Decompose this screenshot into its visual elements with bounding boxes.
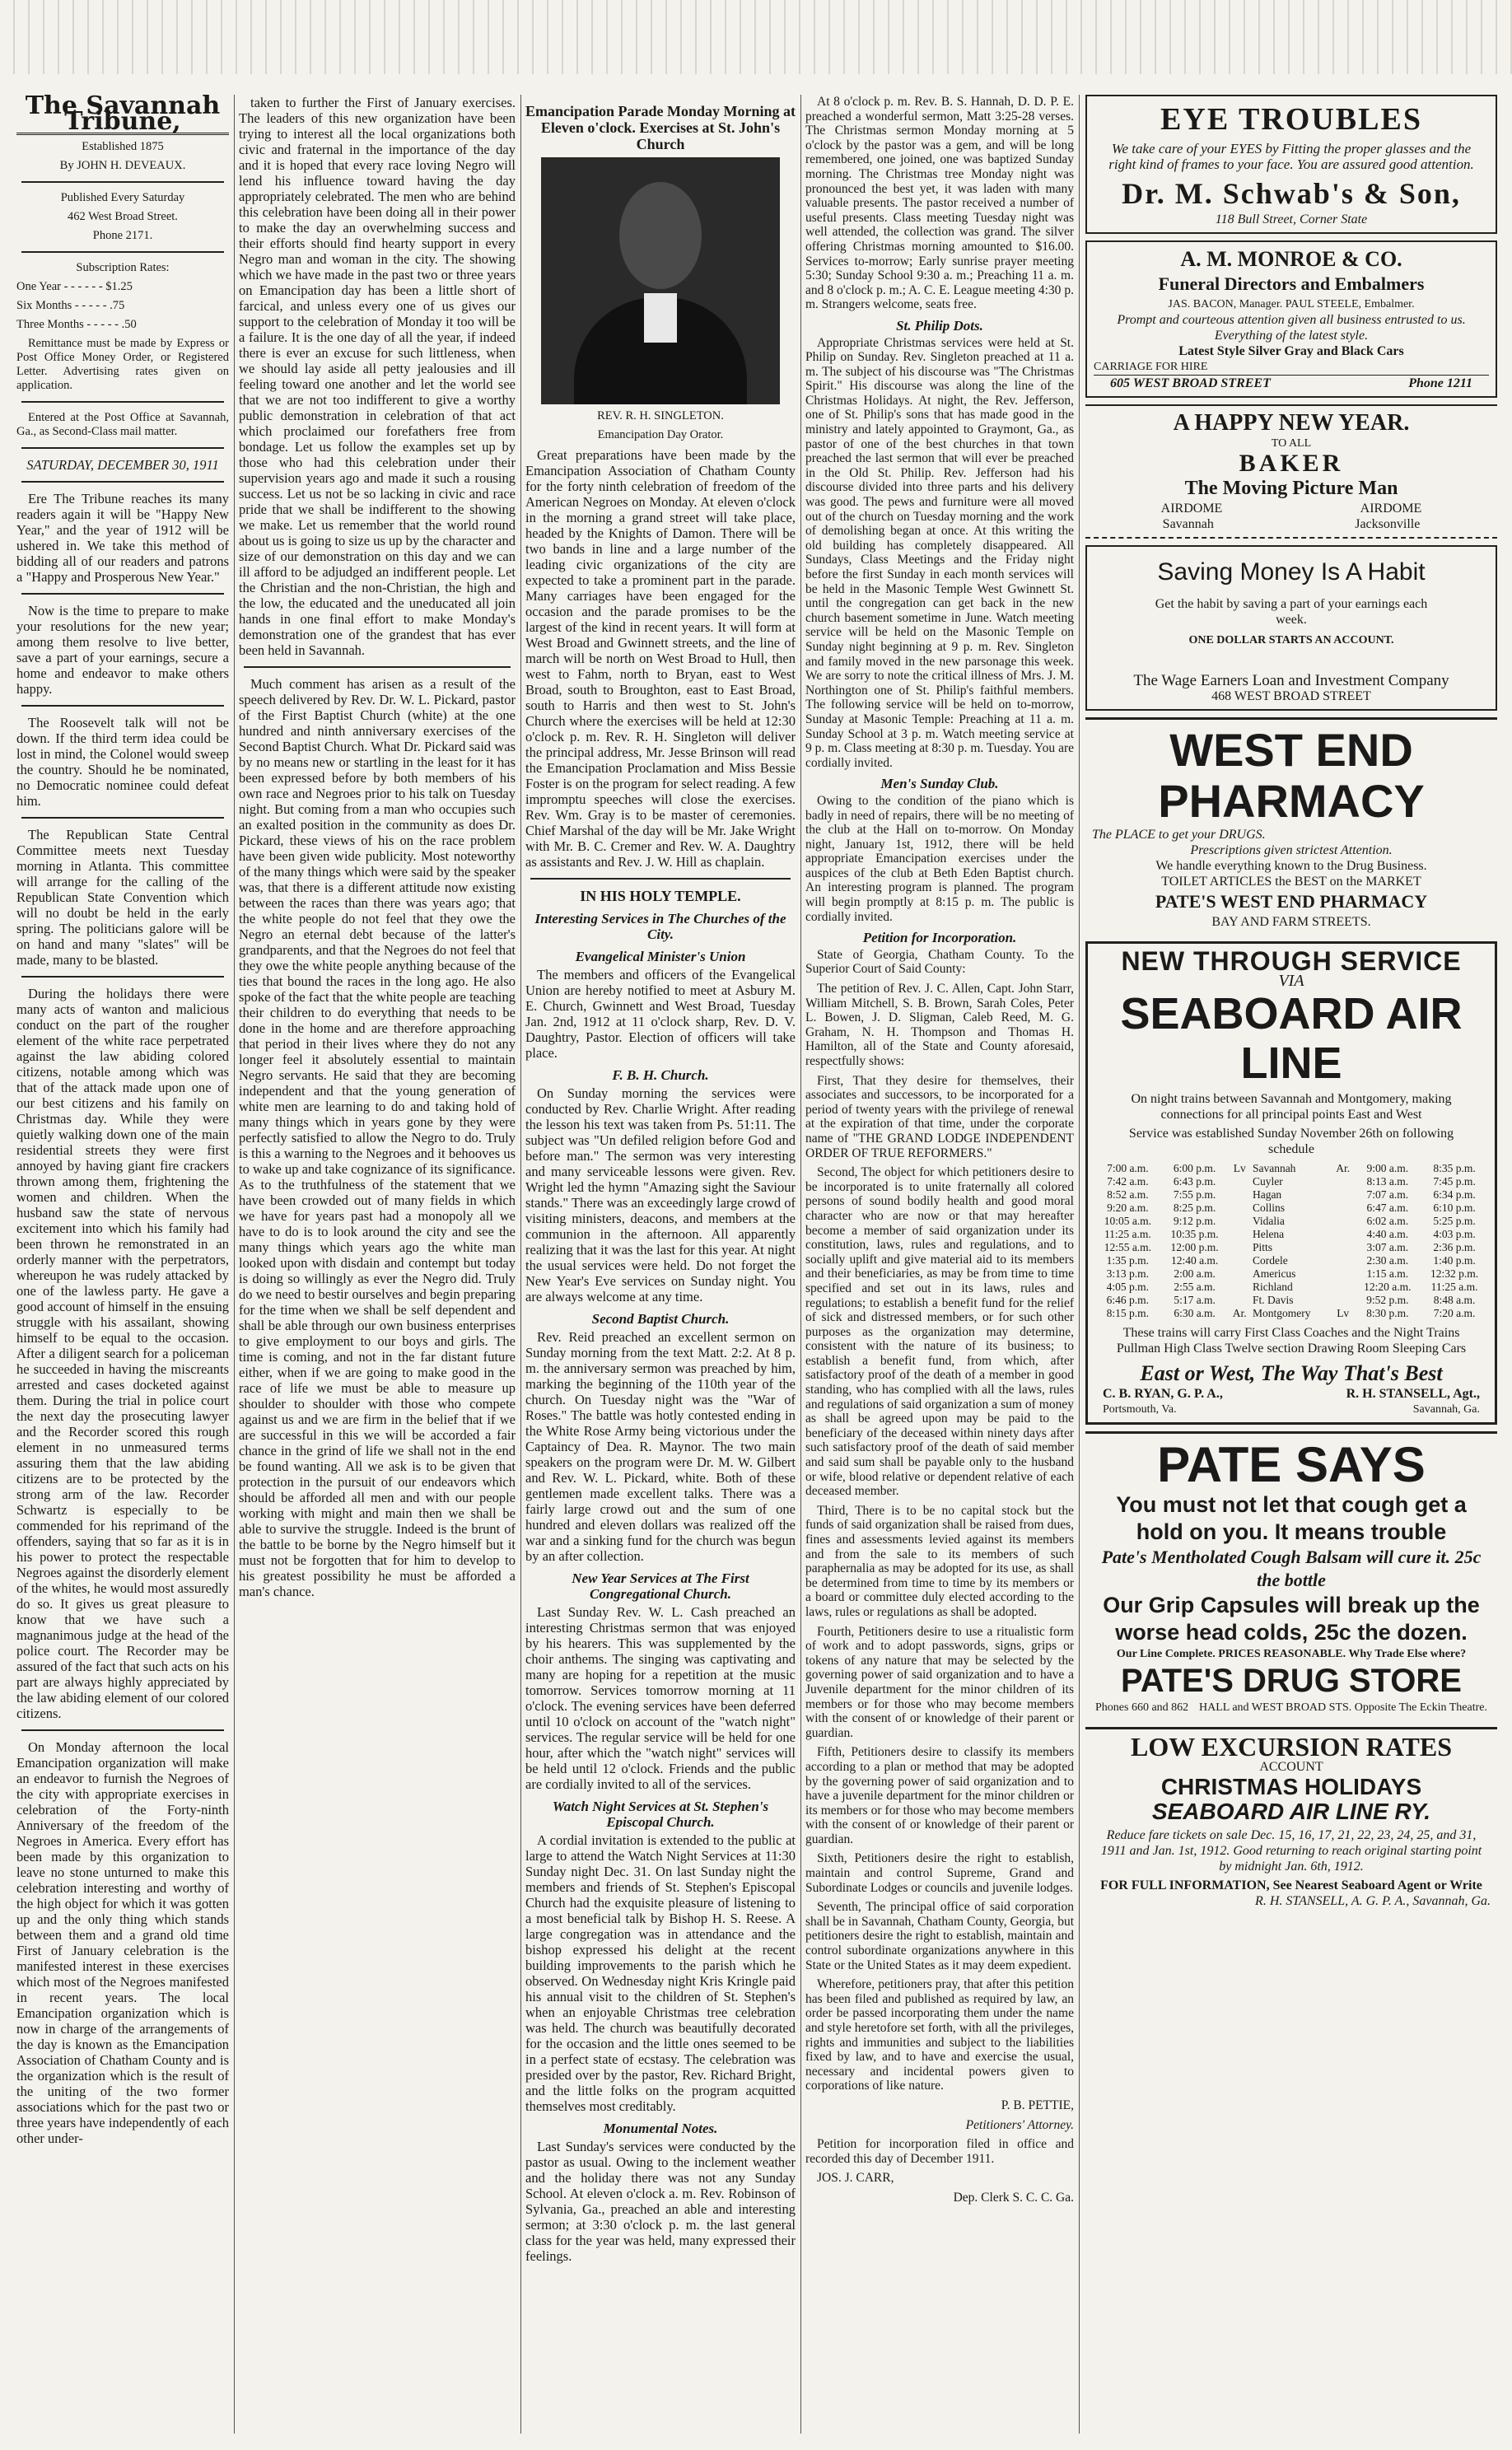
ad-address: BAY AND FARM STREETS. bbox=[1211, 915, 1371, 929]
entered-notice: Entered at the Post Office at Savannah, Ga., as Second-Class mail matter. bbox=[16, 411, 229, 438]
ad-line: You must not let that cough get a hold on you. It means trouble bbox=[1116, 1492, 1467, 1544]
schedule-cell: 1:15 a.m. bbox=[1366, 1267, 1409, 1280]
ad-line: Service was established Sunday November 26th on following schedule bbox=[1128, 1127, 1454, 1156]
ad-line: Our Line Complete. PRICES REASONABLE. Why Trade Else where? bbox=[1116, 1648, 1467, 1660]
ad-line: ACCOUNT bbox=[1259, 1760, 1323, 1774]
schedule-cell: 10:05 a.m. bbox=[1104, 1215, 1152, 1227]
schedule-cell: 6:30 a.m. bbox=[1174, 1307, 1216, 1319]
club-heading: Men's Sunday Club. bbox=[880, 776, 999, 792]
ad-line: JAS. BACON, Manager. PAUL STEELE, Embalmer. bbox=[1168, 298, 1415, 310]
ad-line: AIRDOME bbox=[1160, 502, 1223, 516]
article-paragraph: The members and officers of the Evangelical Union are hereby notified to meet at Asbury M. E. Church, Gwinnett and West Broad, Tuesday Jan. 2nd, 1912 at 11 o'clock sharp, Rev. D. V. Daughtry, Pastor. Election of officers will take place. bbox=[525, 967, 796, 1061]
schedule-cell: 8:35 p.m. bbox=[1433, 1162, 1476, 1174]
editorial-paragraph: The Roosevelt talk will not be down. If the third term idea could be lost in mind, the Colonel would sweep the country. Should he be nominated, no Democratic nominee could defeat him. bbox=[16, 715, 229, 809]
ad-address: Savannah, Ga. bbox=[1412, 1403, 1480, 1416]
ad-line: Pate's Mentholated Cough Balsam will cure it. 25c the bottle bbox=[1101, 1547, 1482, 1590]
ad-line: TOILET ARTICLES the BEST on the MARKET bbox=[1161, 875, 1421, 889]
ad-line: The PLACE to get your DRUGS. bbox=[1092, 828, 1266, 842]
ad-title: A HAPPY NEW YEAR. bbox=[1173, 410, 1410, 436]
schedule-cell: 4:05 p.m. bbox=[1106, 1281, 1150, 1293]
schedule-row bbox=[1094, 1267, 1488, 1281]
ad-railroad-name: SEABOARD AIR LINE bbox=[1120, 989, 1463, 1088]
ad-line: The Moving Picture Man bbox=[1184, 478, 1398, 499]
ad-agent: C. B. RYAN, G. P. A., bbox=[1103, 1387, 1223, 1401]
schedule-cell: Ar. bbox=[1232, 1307, 1247, 1319]
ad-line: VIA bbox=[1278, 972, 1304, 990]
column-1 bbox=[16, 95, 229, 2434]
legal-paragraph: Wherefore, petitioners pray, that after this petition has been filed and published as required by law, an order be passed incorporating them under the name and style heretofore set forth, with all the privileges, rights and immunities and subject to the liabilities fixed by law, and to have and exercise the usual, necessary and incidental powers given to corporations of like nature. bbox=[805, 1977, 1074, 2093]
schedule-row bbox=[1094, 1202, 1488, 1215]
schedule-cell bbox=[1229, 1202, 1251, 1215]
editorial-paragraph: taken to further the First of January exercises. The leaders of this new organization have been trying to interest all the local organizations both civic and fraternal in the importance of the day and it is hoped that every race loving Negro will lend his influence toward having the day appropriately celebrated. The men who are behind this celebration have been doing all in their power to make the day an overwhelming success and their efforts should find hearty support in every Negro man and woman in the city. The showing which we have made in the past two or three years on Emancipation day has been a little short of farcical, and unless every one of us gives our support to the celebration of Monday it too will be a failure. It is the one day of all the year, if indeed there is ever an excuse for such littleness, when we should lay aside all petty jealousies and ill feeling toward one another and let the world see that we are not too indifferent to give a worthy public demonstration in celebration of that act which proclaimed our forefathers free from bondage. Let us follow the examples set up by those who had this celebration under their supervision years ago and made it such a rousing success. Let us not be so lacking in civic and race pride that we shall be indifferent to the showing we make. Let us remember that the world round about us is going to size us up by the character and size of our demonstration on this day and we can ill afford to be adjudged an indifferent people. Let the Christian and the non-Christian, the high and the low, the educated and the uneducated all join hands in one final effort to make Monday's demonstration one of the grandest that has ever been held in Savannah. bbox=[239, 95, 516, 658]
ad-address: Portsmouth, Va. bbox=[1103, 1403, 1177, 1416]
schedule-cell: 3:13 p.m. bbox=[1106, 1267, 1150, 1280]
article-paragraph: Great preparations have been made by the Emancipation Association of Chatham County for the forty ninth celebration of freedom of the American Negroes on Monday. At eleven o'clock in the morning a grand street will take place, headed by the Knights of Damon. There will be two bands in line and a large number of the leading civic organizations of the city are expected to take a prominent part in the parade. Many carriages have been engaged for the occasion and the parade promises to be the largest of the kind in recent years. It will form at West Broad and Gwinnett streets, and the line of march will be north on West Broad to Hull, then west to Fahm, north to Bryan, east to West Broad, south to Broughton, east to East Broad, south to Harris and then west to St. John's Church where the exercises will be held at 12:30 o'clock p. m. Rev. R. H. Singleton will deliver the principal address, Mr. Jesse Brinson will read the Emancipation Proclamation and Miss Bessie Foster is on the program for select reading. A few impromptu speeches will close the exercises. Rev. Wm. Gray is to be master of ceremonies. Chief Marshal of the day will be Mr. Jake Wright with Mr. B. C. Cremer and Rev. W. A. Daughtry as assistants and Rev. J. W. Hill as chaplain. bbox=[525, 447, 796, 870]
church-heading: F. B. H. Church. bbox=[612, 1067, 709, 1083]
schedule-cell: 10:35 p.m. bbox=[1170, 1228, 1219, 1240]
ad-seaboard-new-service bbox=[1085, 941, 1497, 1425]
legal-paragraph: Sixth, Petitioners desire the right to establish, maintain and control Supreme, Grand and Subordinate Lodges or councils and juvenile lodges. bbox=[805, 1851, 1074, 1895]
schedule-cell bbox=[1229, 1215, 1251, 1228]
portrait-photo bbox=[541, 157, 780, 404]
schedule-cell: 9:52 p.m. bbox=[1366, 1294, 1409, 1306]
ad-line: CHRISTMAS HOLIDAYS bbox=[1160, 1774, 1422, 1799]
editorial-paragraph: The Republican State Central Committee meets next Tuesday morning in Atlanta. This committee will arrange for the calling of the Republican State Convention which will no doubt be held in the early spring. The politicians galore will be on hand and many "slates" will be made, many to be blasted. bbox=[16, 827, 229, 968]
photo-caption: REV. R. H. SINGLETON. bbox=[597, 409, 724, 422]
ad-agent: R. H. STANSELL, A. G. P. A., Savannah, Ga. bbox=[1255, 1894, 1491, 1908]
ad-line: Our Grip Capsules will break up the worse head colds, 25c the dozen. bbox=[1103, 1593, 1480, 1645]
legal-paragraph: Fifth, Petitioners desire to classify its members according to a plan or method that may be adopted by the governing power of said organization and to have a juvenile department for the minor children or its members or for those who may become members with the consent of or knowledge of their parent or guardian. bbox=[805, 1745, 1074, 1846]
schedule-row bbox=[1094, 1281, 1488, 1294]
ad-railroad-name: SEABOARD AIR LINE RY. bbox=[1151, 1799, 1431, 1824]
schedule-cell: Savannah bbox=[1252, 1162, 1296, 1174]
signature: JOS. J. CARR, bbox=[817, 2171, 894, 2186]
legal-heading: Petition for Incorporation. bbox=[862, 930, 1017, 946]
ad-subtitle: Funeral Directors and Embalmers bbox=[1158, 273, 1425, 294]
dateline: SATURDAY, DECEMBER 30, 1911 bbox=[26, 457, 219, 473]
ad-address: HALL and WEST BROAD STS. Opposite The Eckin Theatre. bbox=[1199, 1701, 1487, 1714]
schedule-cell: Americus bbox=[1252, 1267, 1296, 1280]
schedule-cell bbox=[1229, 1175, 1251, 1188]
legal-paragraph: Fourth, Petitioners desire to use a ritualistic form of work and to adopt passwords, signs, grips or tokens of any nature that may be selected by the governing power of said organization and to have a Juvenile department for the minor children of its members or for those who may become members with the consent of or knowledge of their parent or guardian. bbox=[805, 1624, 1074, 1740]
ad-pate-says bbox=[1085, 1431, 1497, 1720]
article-paragraph: At 8 o'clock p. m. Rev. B. S. Hannah, D. D. P. E. preached a wonderful sermon, Matt 3:25-28 verses. The Christmas sermon Monday morning at 5 o'clock by the pastor was a gem, and will be long remembered, one joined, one was baptized Sunday morning. The Christmas tree Monday night was pronounced the best yet, it was laden with many valuable presents. The pastor received a number of useful presents. Class meeting Tuesday night was well attended, the collection was grand. The silver offering Christmas morning amounted to $16.00. Services to-morrow; Early sunrise prayer meeting 5:30; Sunday School 9:30 a. m.; Preaching 11 a. m. and 8 o'clock p. m.; A. C. E. League meeting 4:30 p. m. Strangers welcome, seats free. bbox=[805, 95, 1074, 312]
ad-line: Savannah bbox=[1162, 517, 1214, 531]
schedule-cell: Collins bbox=[1252, 1202, 1285, 1214]
ad-line: FOR FULL INFORMATION, See Nearest Seaboard Agent or Write bbox=[1100, 1878, 1482, 1892]
schedule-cell bbox=[1332, 1267, 1354, 1281]
schedule-cell bbox=[1229, 1241, 1251, 1254]
ad-baker-moving-picture bbox=[1085, 404, 1497, 539]
schedule-cell: 9:12 p.m. bbox=[1173, 1215, 1216, 1227]
subscription-rate: Three Months - - - - - .50 bbox=[16, 318, 137, 331]
established: Established 1875 bbox=[82, 140, 164, 153]
schedule-cell: 8:30 p.m. bbox=[1366, 1307, 1409, 1319]
schedule-row bbox=[1094, 1307, 1488, 1320]
section-headline: IN HIS HOLY TEMPLE. bbox=[580, 888, 741, 904]
schedule-row bbox=[1094, 1241, 1488, 1254]
schedule-cell: Lv bbox=[1337, 1307, 1350, 1319]
photo-caption: Emancipation Day Orator. bbox=[597, 428, 724, 441]
ad-monroe-funeral bbox=[1085, 240, 1497, 398]
schedule-cell: 7:45 p.m. bbox=[1433, 1175, 1476, 1188]
legal-paragraph: Seventh, The principal office of said corporation shall be in Savannah, Chatham County, Georgia, but petitioners desire the right to establish, maintain and control subordinate organizations anywhere in this State or the United States as it may deem expedient. bbox=[805, 1900, 1074, 1972]
ad-title: PATE SAYS bbox=[1157, 1437, 1426, 1492]
schedule-cell: 7:55 p.m. bbox=[1173, 1188, 1216, 1201]
subscription-title: Subscription Rates: bbox=[76, 261, 170, 274]
signature-title: Petitioners' Attorney. bbox=[965, 2117, 1074, 2132]
schedule-cell: 5:25 p.m. bbox=[1433, 1215, 1476, 1227]
schedule-cell: 6:43 p.m. bbox=[1173, 1175, 1216, 1188]
ad-saving-money bbox=[1085, 545, 1497, 711]
schedule-row bbox=[1094, 1162, 1488, 1175]
schedule-cell: 7:07 a.m. bbox=[1366, 1188, 1409, 1201]
article-paragraph: Last Sunday's services were conducted by the pastor as usual. Owing to the inclement weather and the holiday there was not any Sunday School. At eleven o'clock a. m. Rev. Robinson of Sylvania, Ga., preached an able and interesting sermon; at 3:30 o'clock p. m. the last general class for the year was held, many expressed their feelings. bbox=[525, 2139, 796, 2264]
schedule-cell: Hagan bbox=[1252, 1188, 1282, 1201]
remittance: Remittance must be made by Express or Post Office Money Order, or Registered Letter. Advertising rates given on application. bbox=[16, 337, 229, 392]
schedule-cell: 11:25 a.m. bbox=[1104, 1228, 1151, 1240]
ad-phone: Phones 660 and 862 bbox=[1095, 1701, 1189, 1714]
legal-paragraph: Petition for incorporation filed in office and recorded this day of December 1911. bbox=[805, 2137, 1074, 2166]
ad-business-name: PATE'S WEST END PHARMACY bbox=[1155, 891, 1428, 912]
schedule-cell: 8:25 p.m. bbox=[1173, 1202, 1216, 1214]
article-paragraph: On Sunday morning the services were conducted by Rev. Charlie Wright. After reading the lesson his text was taken from Ps. 51:11. The subject was "Un defiled religion before God and before man." The sermon was very interesting and many serviceable lessons were given. Rev. Wright led the hymn "Amazing sight the Saviour stands." There was an exceedingly large crowd of visiting ministers, deacons, and members at the communion in the afternoon. All apparently realizing that it was the last for this year. At night the usual services were held. Do not forget the New Year's Eve services on Sunday night. You are always welcome at any time. bbox=[525, 1085, 796, 1304]
schedule-cell: Helena bbox=[1252, 1228, 1285, 1240]
ad-slogan: East or West, The Way That's Best bbox=[1140, 1361, 1443, 1385]
ad-title: WEST END PHARMACY bbox=[1158, 724, 1425, 827]
ad-title: NEW THROUGH SERVICE bbox=[1121, 946, 1462, 976]
schedule-row bbox=[1094, 1188, 1488, 1202]
schedule-cell: Ft. Davis bbox=[1252, 1294, 1294, 1306]
schedule-cell bbox=[1229, 1188, 1251, 1202]
schedule-cell: 3:07 a.m. bbox=[1366, 1241, 1409, 1253]
masthead: The Savannah Tribune, bbox=[16, 98, 229, 135]
church-heading: Watch Night Services at St. Stephen's Episcopal Church. bbox=[552, 1799, 769, 1830]
editorial-paragraph: On Monday afternoon the local Emancipation organization will make an endeavor to furnish the Negroes of the city with appropriate exercises in celebration of the Forty-ninth Anniversary of the freedom of the Negroes in America. Every effort has been made by this organization to leave no stone unturned to make this celebration interesting and worthy of the high object for which it was gotten up and the only thing which stands between them and a grand old time First of January celebration is the manifested interest in these exercises which most of the Negroes manifested in recent years. The local Emancipation organization which is now in charge of the arrangements of the day is known as the Emancipation Association of Chatham County and is the organization which is the result of the uniting of the two former associations which for the past two or three years have independently of each other under- bbox=[16, 1739, 229, 2146]
schedule-cell bbox=[1229, 1267, 1251, 1281]
schedule-cell: 4:40 a.m. bbox=[1366, 1228, 1409, 1240]
schedule-cell: 2:55 a.m. bbox=[1174, 1281, 1216, 1293]
schedule-cell: 8:52 a.m. bbox=[1107, 1188, 1149, 1201]
schedule-row bbox=[1094, 1175, 1488, 1188]
church-heading: Second Baptist Church. bbox=[591, 1311, 730, 1327]
schedule-cell: 7:42 a.m. bbox=[1107, 1175, 1149, 1188]
schedule-cell: 1:40 p.m. bbox=[1433, 1254, 1476, 1267]
schedule-cell bbox=[1332, 1228, 1354, 1241]
schedule-row bbox=[1094, 1254, 1488, 1267]
ad-line: ONE DOLLAR STARTS AN ACCOUNT. bbox=[1188, 634, 1394, 646]
schedule-row bbox=[1094, 1228, 1488, 1241]
phone: Phone 2171. bbox=[92, 229, 153, 242]
article-paragraph: Owing to the condition of the piano which is badly in need of repairs, there will be no meeting of the club at the Hall on to-morrow. On Monday night, January 1st, 1912, there will be held appropriate Emancipation exercises under the auspices of the club at Beth Eden Baptist church. An interesting program is planned. The program will begin promptly at 8:15 p. m. The public is cordially invited. bbox=[805, 793, 1074, 924]
subscription-rate: Six Months - - - - - .75 bbox=[16, 299, 125, 312]
schedule-cell bbox=[1332, 1175, 1354, 1188]
ad-address: 605 WEST BROAD STREET bbox=[1110, 376, 1271, 390]
subscription-rate: One Year - - - - - - $1.25 bbox=[16, 280, 133, 293]
schedule-cell: 4:03 p.m. bbox=[1433, 1228, 1476, 1240]
legal-paragraph: Third, There is to be no capital stock but the funds of said organization shall be raised from dues, fines and assessments levied against its members and from the sale to its members of such paraphernalia as may be adopted for its use, as shall be determined from time to time by its members or a board or committee duly elected according to the laws, rules or regulations as shall be adopted. bbox=[805, 1503, 1074, 1619]
schedule-cell bbox=[1229, 1294, 1251, 1307]
legal-paragraph: The petition of Rev. J. C. Allen, Capt. John Starr, William Mitchell, S. B. Brown, Sarah Coles, Peter L. Bowen, J. D. Sligman, Caleb Reed, M. G. Graham, N. H. Thompson and Thomas H. Hamilton, all of the State and County aforesaid, respectfully shows: bbox=[805, 982, 1074, 1068]
ad-business-name: The Wage Earners Loan and Investment Company bbox=[1133, 672, 1449, 689]
schedule-cell: 12:32 p.m. bbox=[1430, 1267, 1479, 1280]
legal-paragraph: Second, The object for which petitioners desire to be incorporated is to unite fraternally all colored persons of sound bodily health and good moral character who are now or that may hereafter become a member of said organization under its constitution, laws, rules and regulations, and to socially uplift and give material aid to its members and their beneficiaries, as may be from time to time specified and set out in its laws, rules and regulations; to establish a benefit fund for the relief of sick and distressed members, or for such other purposes as the organization may determine, consistent with the nature of its business; to establish a benefit fund, from which, after satisfactory proof of the death of a member in good standing, who has complied with all the laws, rules and regulations of said organization a sum of money as shall be agreed upon may be paid to the beneficiary of the deceased within ninety days after such satisfactory proof of the death of said member and said sum shall be payable only to the husband or wife, blood relative or dependent relative of each deceased member. bbox=[805, 1165, 1074, 1499]
schedule-cell: 2:36 p.m. bbox=[1433, 1241, 1476, 1253]
schedule-cell: 8:48 a.m. bbox=[1433, 1294, 1476, 1306]
schedule-cell: 6:10 p.m. bbox=[1433, 1202, 1476, 1214]
ad-body: Get the habit by saving a part of your earnings each week. bbox=[1155, 597, 1428, 627]
schedule-cell: 6:47 a.m. bbox=[1366, 1202, 1409, 1214]
schedule-cell bbox=[1229, 1254, 1251, 1267]
column-2 bbox=[239, 95, 516, 2434]
ad-line: Prescriptions given strictest Attention. bbox=[1190, 843, 1393, 857]
schedule-cell: 6:02 a.m. bbox=[1366, 1215, 1409, 1227]
ad-line: We handle everything known to the Drug Business. bbox=[1155, 859, 1427, 873]
article-paragraph: Last Sunday Rev. W. L. Cash preached an interesting Christmas sermon that was enjoyed by his hearers. This was supplemented by the choir anthems. The singing was captivating and many are hoping for a repetition at the music tomorrow. Services tomorrow morning at 11 o'clock. The evening services have been deferred until 10 o'clock on account of the "watch night" services. The regular service will be held for one hour, after which the "watch night" services will be held until 12 o'clock. Friends and the public are cordially invited to all of the services. bbox=[525, 1604, 796, 1792]
ad-title: Saving Money Is A Habit bbox=[1157, 558, 1426, 586]
schedule-row bbox=[1094, 1215, 1488, 1228]
ad-line: Jacksonville bbox=[1355, 517, 1421, 531]
column-3 bbox=[525, 95, 796, 2434]
church-heading: St. Philip Dots. bbox=[896, 317, 983, 334]
ad-west-end-pharmacy bbox=[1085, 717, 1497, 935]
schedule-cell: Pitts bbox=[1252, 1241, 1272, 1253]
legal-paragraph: First, That they desire for themselves, their associates and successors, to be incorporated for a period of twenty years with the privilege of renewal at the expiration of that time, under the corporate name of "THE GRAND LODGE INDEPENDENT ORDER OF TRUE REFORMERS." bbox=[805, 1073, 1074, 1160]
schedule-cell bbox=[1332, 1254, 1354, 1267]
schedule-cell: Lv bbox=[1233, 1162, 1246, 1174]
schedule-cell: Vidalia bbox=[1252, 1215, 1285, 1227]
top-margin bbox=[0, 0, 1512, 74]
published: Published Every Saturday bbox=[60, 191, 185, 204]
schedule-cell bbox=[1332, 1241, 1354, 1254]
ad-business-name: BAKER bbox=[1239, 450, 1344, 477]
schedule-cell bbox=[1332, 1202, 1354, 1215]
ad-line: Latest Style Silver Gray and Black Cars bbox=[1178, 344, 1404, 358]
legal-paragraph: State of Georgia, Chatham County. To the Superior Court of Said County: bbox=[805, 947, 1074, 977]
editorial-paragraph: Ere The Tribune reaches its many readers again it will be "Happy New Year," and the year of 1912 will be ushered in. We take this method of bidding all of our readers and patrons a "Happy and Prosperous New Year." bbox=[16, 491, 229, 585]
schedule-cell: 1:35 p.m. bbox=[1106, 1254, 1150, 1267]
schedule-cell: 12:40 a.m. bbox=[1170, 1254, 1219, 1267]
schedule-cell bbox=[1332, 1215, 1354, 1228]
ad-business-name: PATE'S DRUG STORE bbox=[1120, 1663, 1462, 1699]
article-paragraph: Appropriate Christmas services were held at St. Philip on Sunday. Rev. Singleton preached at 11 a. m. The subject of his discourse was "The Christmas Spirit." His discourse was along the line of the Christmas Holidays. At night, the Rev. Jefferson, one of St. Philip's sons that has made good in the ministry and lately appointed to Graymont, Ga., as pastor of one of the best churches in that town preached the last sermon that will ever be preached in the Old St. Philip. Rev. Jefferson had his discourse divided into three parts and his delivery was good. The pews and furniture were all moved out of the church on Tuesday morning and the work of demolishing began at once. At this writing the old building has completely disappeared. All Sundays, Class Meetings and the Friday night before the first Sunday in each month services will be held in the Masonic Temple West Gwinnett St. until the congregation can get back in the new church basement sometime in June. Watch meeting service will be held on the Masonic Temple on Sunday night beginning at 9 p. m. Rev. Singleton and family moved in the new parsonage this week. We are sorry to note the critical illness of Mrs. J. M. Northington one of St. Philip's faithful members. The following service will be held on to-morrow, Sunday at Masonic Temple: Preaching at 11 a. m. Sunday School at 3 p. m. Watch meeting service at 9 p. m. Class meeting at 8:30 p. m. Tuesday. You are cordially invited. bbox=[805, 335, 1074, 770]
schedule-cell: 9:20 a.m. bbox=[1107, 1202, 1149, 1214]
schedule-cell bbox=[1229, 1281, 1251, 1294]
schedule-cell: 5:17 a.m. bbox=[1174, 1294, 1216, 1306]
ad-line: AIRDOME bbox=[1360, 502, 1422, 516]
schedule-cell: Richland bbox=[1252, 1281, 1293, 1293]
schedule-cell: 11:25 a.m. bbox=[1430, 1281, 1478, 1293]
church-heading: Evangelical Minister's Union bbox=[575, 949, 746, 964]
section-subheadline: Interesting Services in The Churches of the City. bbox=[534, 911, 786, 942]
schedule-cell bbox=[1332, 1294, 1354, 1307]
ad-eye-troubles bbox=[1085, 95, 1497, 234]
schedule-cell: 6:34 p.m. bbox=[1433, 1188, 1476, 1201]
editorial-paragraph: During the holidays there were many acts of wanton and malicious conduct on the part of the rougher element of the white race perpetrated against the law abiding colored citizens, notable among which was that of the attack made upon one of our best citizens and his family on Christmas day. While they were quietly walking down one of the main residential streets they were first annoyed by having giant fire crackers thrown among them, frightening the women and children. When the husband saw the state of nervous excitement into which his family had been thrown he remonstrated in an orderly manner with the perpetrators, whereupon he was rudely attacked by one of the lawless party. He gave a good account of himself in the ensuing struggle with his assailant, showing himself to be equal to the occasion. After a diligent search for a policeman he succeeded in having the miscreants arrested and cases docketed against them. During the trial in police court the next day the prosecuting lawyer and the Recorder scored this rough element in no unmeasured terms assuring them that the law abiding citizens are to be protected by the strong arm of the law. Recorder Schwartz is especially to be commended for his reprimand of the offenders, saying that so far as it is in his power to protect the respectable Negroes against the disorderly element of the whites, he would most assuredly do so. It gives us great pleasure to know that we have such a magnanimous judge at the head of the police court. The Recorder may be assured of the fact that such acts on his part are always highly appreciated by the law abiding element of our colored citizens. bbox=[16, 986, 229, 1721]
ad-business-name: A. M. MONROE & CO. bbox=[1180, 247, 1402, 271]
address: 462 West Broad Street. bbox=[68, 210, 178, 223]
schedule-cell: 6:00 p.m. bbox=[1173, 1162, 1216, 1174]
schedule-cell: 9:00 a.m. bbox=[1366, 1162, 1409, 1174]
article-headline: Emancipation Parade Monday Morning at Eleven o'clock. Exercises at St. John's Church bbox=[525, 103, 796, 152]
ad-line: These trains will carry First Class Coaches and the Night Trains Pullman High Class Twelve section Drawing Room Sleeping Cars bbox=[1116, 1326, 1467, 1356]
ad-title: EYE TROUBLES bbox=[1160, 102, 1422, 137]
ad-line: CARRIAGE FOR HIRE bbox=[1094, 361, 1208, 373]
schedule-cell: 8:15 p.m. bbox=[1106, 1307, 1150, 1319]
column-4 bbox=[805, 95, 1074, 2434]
editorial-paragraph: Now is the time to prepare to make your resolutions for the new year; among them resolve to live better, save a part of your earnings, secure a home and endeavor to make others happy. bbox=[16, 603, 229, 697]
schedule-cell: 2:30 a.m. bbox=[1366, 1254, 1409, 1267]
ad-body: We take care of your EYES by Fitting the proper glasses and the right kind of frames to your face. You are assured good attention. bbox=[1108, 141, 1474, 172]
train-schedule bbox=[1094, 1162, 1488, 1320]
ad-line: TO ALL bbox=[1271, 437, 1312, 450]
schedule-cell: 7:00 a.m. bbox=[1107, 1162, 1149, 1174]
schedule-cell: 7:20 a.m. bbox=[1433, 1307, 1476, 1319]
signature: P. B. PETTIE, bbox=[1001, 2098, 1074, 2112]
schedule-cell: 12:20 a.m. bbox=[1364, 1281, 1412, 1293]
editorial-paragraph: Much comment has arisen as a result of the speech delivered by Rev. Dr. W. L. Pickard, pastor of the First Baptist Church (white) at the one hundred and ninth anniversary exercises of the Second Baptist Church. What Dr. Pickard said was by no means new or startling in the least for it has been expressed before by both members of his own race and Negroes prior to his talk on Tuesday night. But coming from a man who occupies such an exalted position in the community as does Dr. Pickard, these views of his on the race problem have been given wide publicity. Most noteworthy of the many things which were said by the speaker was, that there is a different attitude now existing between the races than there was years ago; that the white people do not feel that they owe the Negro an eternal debt because of the latter's grandparents, and that the Negroes do not feel that they owe the white people anything because of the ties that bound the races in the long ago. He also spoke of the fact that the white people are teaching their children to do everything that needs to be done in the home and are therefore approaching that period in their lives where they do not any longer feel it absolutely essential to maintain Negro servants. He said that they are becoming independent and that the young generation of white men are learning to do and taking hold of many things which in years gone by they were perfectly satisfied to allow the Negro to do. Truly is this a warning to the Negroes and it behooves us to wake up and take cognizance of its significance. As to the truthfulness of the statement that we have been crowded out of many fields in which we have for years past had a monopoly all we have to do is to look around the city and see the many things which years ago the white man looked upon with disdain and contempt but today is doing so willingly as ever the Negro did. Truly do we need to bestir ourselves and begin preparing for the time when we shall be self dependent and shall be able through our own business enterprises to give employment to our boys and girls. The time is coming, and not in the far distant future either, when if we are going to make good in the race of life we must be able to measure up shoulder to shoulder with those who compete against us and we are firm in the belief that if we are successful in this we will be accorded a fair chance in the grind of life we shall not in the end be found wanting. All we ask is to be given that protection in the pursuit of our endeavors which should be afforded all men and with our people working with might and main then we shall be able to survive the struggle. Indeed is the brunt of the battle to be borne by the Negro himself but it must not be forgotten that for him to develop to his greatest possibility he must be afforded a man's chance. bbox=[239, 676, 516, 1599]
ad-line: Reduce fare tickets on sale Dec. 15, 16, 17, 21, 22, 23, 24, 25, and 31, 1911 and Jan. 1st, 1912. Good returning to reach original starting point by midnight Jan. 6th, 1912. bbox=[1100, 1828, 1482, 1874]
ad-phone: Phone 1211 bbox=[1408, 376, 1472, 390]
schedule-cell bbox=[1332, 1281, 1354, 1294]
ad-low-excursion-rates bbox=[1085, 1727, 1497, 1914]
schedule-cell: Cordele bbox=[1252, 1254, 1288, 1267]
church-heading: Monumental Notes. bbox=[603, 2121, 718, 2136]
church-heading: New Year Services at The First Congregational Church. bbox=[572, 1570, 749, 1602]
schedule-cell: 12:55 a.m. bbox=[1104, 1241, 1152, 1253]
ad-address: 118 Bull Street, Corner State bbox=[1215, 212, 1368, 226]
schedule-cell: 6:46 p.m. bbox=[1106, 1294, 1150, 1306]
schedule-cell: Cuyler bbox=[1252, 1175, 1283, 1188]
column-5-ads bbox=[1085, 95, 1497, 2434]
schedule-cell bbox=[1332, 1188, 1354, 1202]
article-paragraph: Rev. Reid preached an excellent sermon on Sunday morning from the text Matt. 2:2. At 8 p. m. the anniversary sermon was preached by him, marking the beginning of the 110th year of the church. On Tuesday night was the "War of Roses." The battle was hotly contested ending in the White Rose Army being victorious under the Captaincy of Dea. R. Maynor. The two main speakers on the program were Dr. M. W. Gilbert and Rev. W. L. Pickard, white. Both of these gentlemen made excellent talks. There was a fairly large crowd out and the sum of one hundred and eleven dollars was realized off the war and a sinking fund for the church was begun by an after collection. bbox=[525, 1329, 796, 1564]
article-paragraph: A cordial invitation is extended to the public at large to attend the Watch Night Services at 11:30 Sunday night Dec. 31. On last Sunday night the members and friends of St. Stephen's Episcopal Church had the exquisite pleasure of listening to a most beneficial talk by Bishop H. S. Reese. A large congregation was in attendance and the bishop expressed his delight at the recent building improvements to the parish which he observed. On Wednesday night Kris Kringle paid his annual visit to the children of St. Stephen's when an enjoyable Christmas tree celebration was held. The church was beautifully decorated for the occasion and the little ones seemed to be in a perfect state of ecstasy. The celebration was presided over by the pastor, Rev. Richard Bright, and the little folks on the program acquitted themselves most creditably. bbox=[525, 1832, 796, 2114]
schedule-cell: Montgomery bbox=[1252, 1307, 1311, 1319]
editor: By JOHN H. DEVEAUX. bbox=[59, 159, 186, 172]
ad-line: Prompt and courteous attention given all business entrusted to us. Everything of the latest style. bbox=[1117, 313, 1466, 343]
schedule-cell bbox=[1229, 1228, 1251, 1241]
schedule-cell: 8:13 a.m. bbox=[1366, 1175, 1409, 1188]
signature-title: Dep. Clerk S. C. C. Ga. bbox=[953, 2190, 1074, 2205]
schedule-row bbox=[1094, 1294, 1488, 1307]
ad-business-name: Dr. M. Schwab's & Son, bbox=[1122, 177, 1461, 210]
ad-agent: R. H. STANSELL, Agt., bbox=[1346, 1387, 1480, 1401]
ad-title: LOW EXCURSION RATES bbox=[1130, 1732, 1452, 1762]
schedule-cell: 12:00 p.m. bbox=[1170, 1241, 1219, 1253]
ad-line: On night trains between Savannah and Montgomery, making connections for all principal points East and West bbox=[1131, 1092, 1452, 1122]
ad-address: 468 WEST BROAD STREET bbox=[1211, 689, 1371, 703]
schedule-cell: Ar. bbox=[1336, 1162, 1351, 1174]
schedule-cell: 2:00 a.m. bbox=[1174, 1267, 1216, 1280]
